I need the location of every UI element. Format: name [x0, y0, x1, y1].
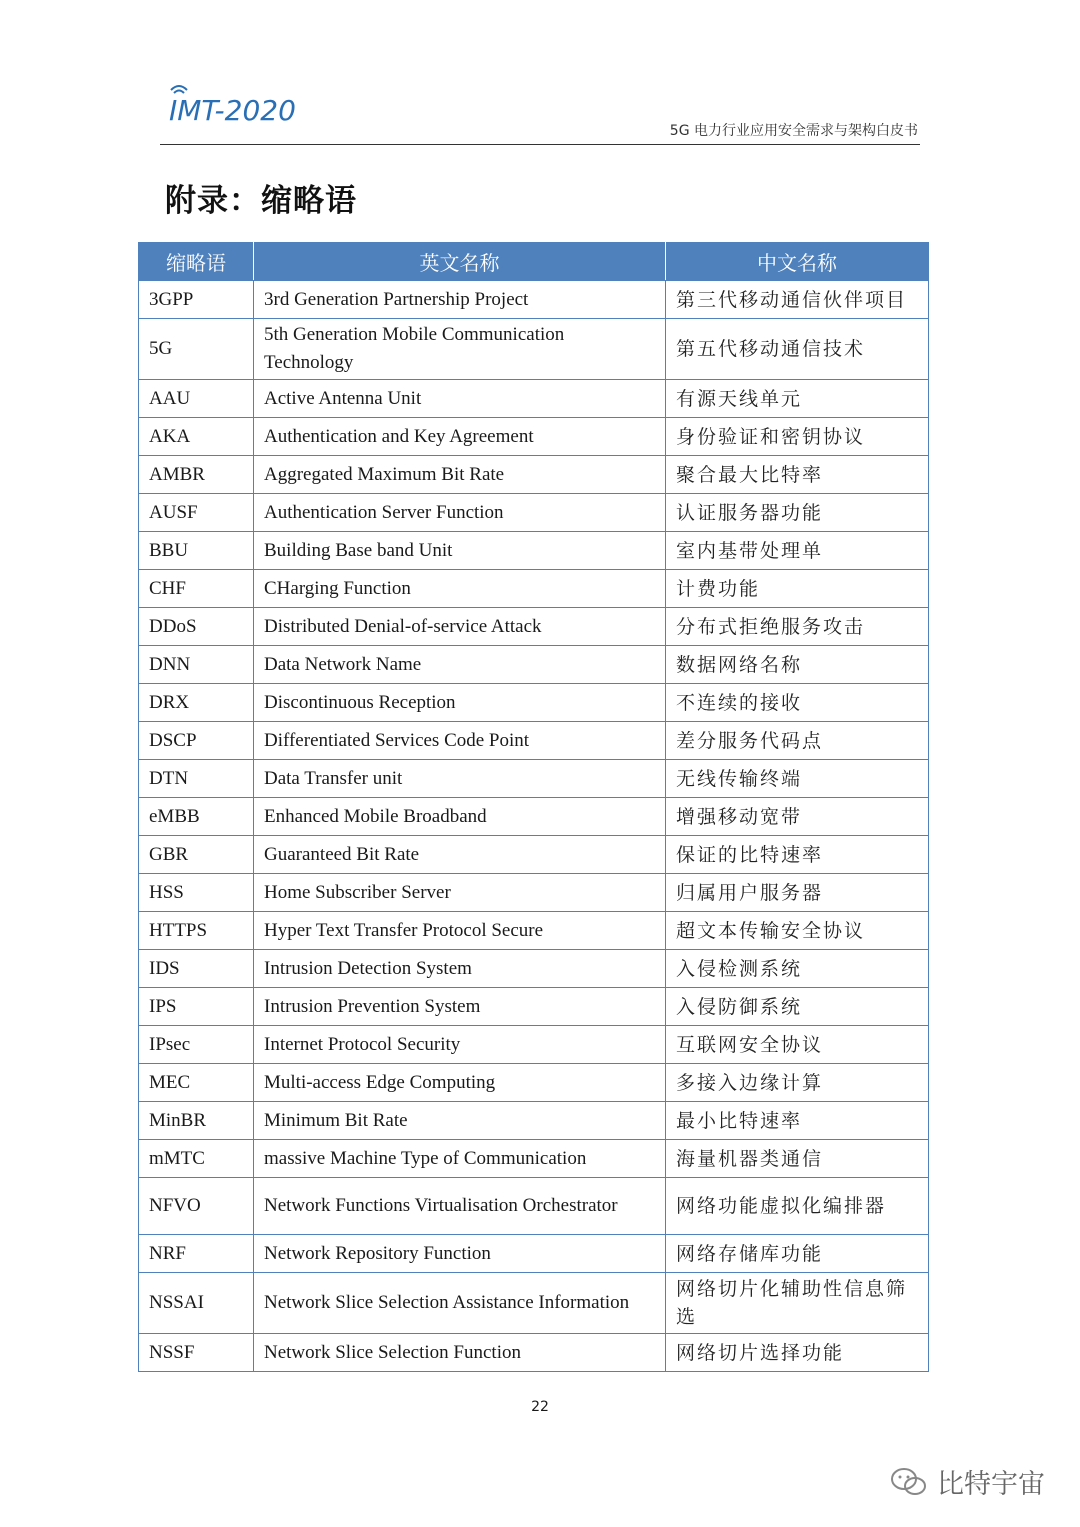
cell-abbr: DNN [139, 646, 254, 684]
cell-abbr: DRX [139, 684, 254, 722]
cell-abbr: CHF [139, 570, 254, 608]
cell-chinese: 数据网络名称 [666, 646, 929, 684]
abbreviation-table [138, 242, 929, 1372]
cell-abbr: BBU [139, 532, 254, 570]
cell-english: Intrusion Detection System [254, 950, 666, 988]
table-row [139, 722, 929, 760]
cell-english: Aggregated Maximum Bit Rate [254, 456, 666, 494]
cell-chinese: 分布式拒绝服务攻击 [666, 608, 929, 646]
cell-chinese: 保证的比特速率 [666, 836, 929, 874]
table-body [139, 281, 929, 1372]
table-row [139, 836, 929, 874]
table-row [139, 1140, 929, 1178]
table-row [139, 380, 929, 418]
cell-abbr: MinBR [139, 1102, 254, 1140]
cell-english: Differentiated Services Code Point [254, 722, 666, 760]
cell-english: Network Slice Selection Function [254, 1334, 666, 1372]
cell-abbr: HTTPS [139, 912, 254, 950]
cell-english: Authentication and Key Agreement [254, 418, 666, 456]
cell-chinese: 网络切片化辅助性信息筛选 [666, 1273, 929, 1334]
table-row [139, 874, 929, 912]
header-chinese: 中文名称 [666, 243, 929, 281]
header-english: 英文名称 [254, 243, 666, 281]
table-row [139, 798, 929, 836]
cell-chinese: 归属用户服务器 [666, 874, 929, 912]
cell-abbr: eMBB [139, 798, 254, 836]
table-row [139, 1178, 929, 1235]
page-heading: 附录：缩略语 [165, 183, 357, 219]
cell-english: Guaranteed Bit Rate [254, 836, 666, 874]
cell-english: Intrusion Prevention System [254, 988, 666, 1026]
table-row [139, 988, 929, 1026]
cell-abbr: 5G [139, 319, 254, 380]
cell-chinese: 室内基带处理单 [666, 532, 929, 570]
cell-chinese: 有源天线单元 [666, 380, 929, 418]
cell-chinese: 互联网安全协议 [666, 1026, 929, 1064]
table-row [139, 646, 929, 684]
cell-english: Home Subscriber Server [254, 874, 666, 912]
cell-abbr: HSS [139, 874, 254, 912]
page-number: 22 [531, 1399, 549, 1415]
cell-english: Authentication Server Function [254, 494, 666, 532]
watermark [889, 1462, 1045, 1501]
table-header-row [139, 243, 929, 281]
table-row [139, 418, 929, 456]
cell-english: Multi-access Edge Computing [254, 1064, 666, 1102]
cell-english: massive Machine Type of Communication [254, 1140, 666, 1178]
cell-chinese: 入侵防御系统 [666, 988, 929, 1026]
cell-abbr: MEC [139, 1064, 254, 1102]
cell-english: Data Transfer unit [254, 760, 666, 798]
cell-chinese: 增强移动宽带 [666, 798, 929, 836]
cell-english: Data Network Name [254, 646, 666, 684]
cell-english: Discontinuous Reception [254, 684, 666, 722]
cell-english: Network Slice Selection Assistance Information [254, 1273, 666, 1334]
table-row [139, 608, 929, 646]
cell-english: Distributed Denial-of-service Attack [254, 608, 666, 646]
cell-english: Network Functions Virtualisation Orchestrator [254, 1178, 666, 1235]
cell-chinese: 差分服务代码点 [666, 722, 929, 760]
cell-english: 3rd Generation Partnership Project [254, 281, 666, 319]
imt2020-logo [165, 80, 325, 130]
logo-graphic [165, 80, 325, 130]
table-row [139, 456, 929, 494]
table-row [139, 912, 929, 950]
cell-abbr: NRF [139, 1235, 254, 1273]
cell-abbr: IPsec [139, 1026, 254, 1064]
cell-english: Active Antenna Unit [254, 380, 666, 418]
document-title: 5G 电力行业应用安全需求与架构白皮书 [669, 123, 918, 139]
cell-abbr: DDoS [139, 608, 254, 646]
table-row [139, 281, 929, 319]
cell-chinese: 网络功能虚拟化编排器 [666, 1178, 929, 1235]
table-row [139, 1273, 929, 1334]
cell-abbr: AKA [139, 418, 254, 456]
table-row [139, 950, 929, 988]
cell-abbr: AUSF [139, 494, 254, 532]
cell-chinese: 无线传输终端 [666, 760, 929, 798]
cell-chinese: 超文本传输安全协议 [666, 912, 929, 950]
cell-abbr: NFVO [139, 1178, 254, 1235]
cell-chinese: 网络切片选择功能 [666, 1334, 929, 1372]
cell-english: CHarging Function [254, 570, 666, 608]
cell-english: Internet Protocol Security [254, 1026, 666, 1064]
cell-chinese: 认证服务器功能 [666, 494, 929, 532]
table-row [139, 1026, 929, 1064]
cell-english: 5th Generation Mobile Communication Technology [254, 319, 666, 380]
cell-chinese: 计费功能 [666, 570, 929, 608]
table-row [139, 319, 929, 380]
cell-english: Hyper Text Transfer Protocol Secure [254, 912, 666, 950]
table-row [139, 494, 929, 532]
cell-chinese: 聚合最大比特率 [666, 456, 929, 494]
table-row [139, 1334, 929, 1372]
header-divider [160, 144, 920, 145]
table-row [139, 570, 929, 608]
wechat-icon [889, 1466, 929, 1498]
cell-chinese: 海量机器类通信 [666, 1140, 929, 1178]
cell-chinese: 身份验证和密钥协议 [666, 418, 929, 456]
cell-english: Network Repository Function [254, 1235, 666, 1273]
cell-english: Enhanced Mobile Broadband [254, 798, 666, 836]
cell-abbr: 3GPP [139, 281, 254, 319]
cell-abbr: IDS [139, 950, 254, 988]
cell-abbr: AMBR [139, 456, 254, 494]
cell-abbr: NSSAI [139, 1273, 254, 1334]
cell-abbr: GBR [139, 836, 254, 874]
logo-text: IMT-2020 [169, 94, 296, 127]
cell-abbr: IPS [139, 988, 254, 1026]
table-row [139, 532, 929, 570]
table-row [139, 1102, 929, 1140]
cell-abbr: NSSF [139, 1334, 254, 1372]
cell-chinese: 第三代移动通信伙伴项目 [666, 281, 929, 319]
cell-english: Minimum Bit Rate [254, 1102, 666, 1140]
cell-abbr: AAU [139, 380, 254, 418]
header-abbr: 缩略语 [139, 243, 254, 281]
table-row [139, 760, 929, 798]
cell-chinese: 网络存储库功能 [666, 1235, 929, 1273]
cell-english: Building Base band Unit [254, 532, 666, 570]
cell-chinese: 最小比特速率 [666, 1102, 929, 1140]
cell-abbr: DSCP [139, 722, 254, 760]
cell-abbr: DTN [139, 760, 254, 798]
cell-chinese: 入侵检测系统 [666, 950, 929, 988]
cell-chinese: 第五代移动通信技术 [666, 319, 929, 380]
cell-chinese: 多接入边缘计算 [666, 1064, 929, 1102]
table-row [139, 1064, 929, 1102]
watermark-text: 比特宇宙 [937, 1469, 1045, 1500]
cell-chinese: 不连续的接收 [666, 684, 929, 722]
table-row [139, 1235, 929, 1273]
table-row [139, 684, 929, 722]
cell-abbr: mMTC [139, 1140, 254, 1178]
